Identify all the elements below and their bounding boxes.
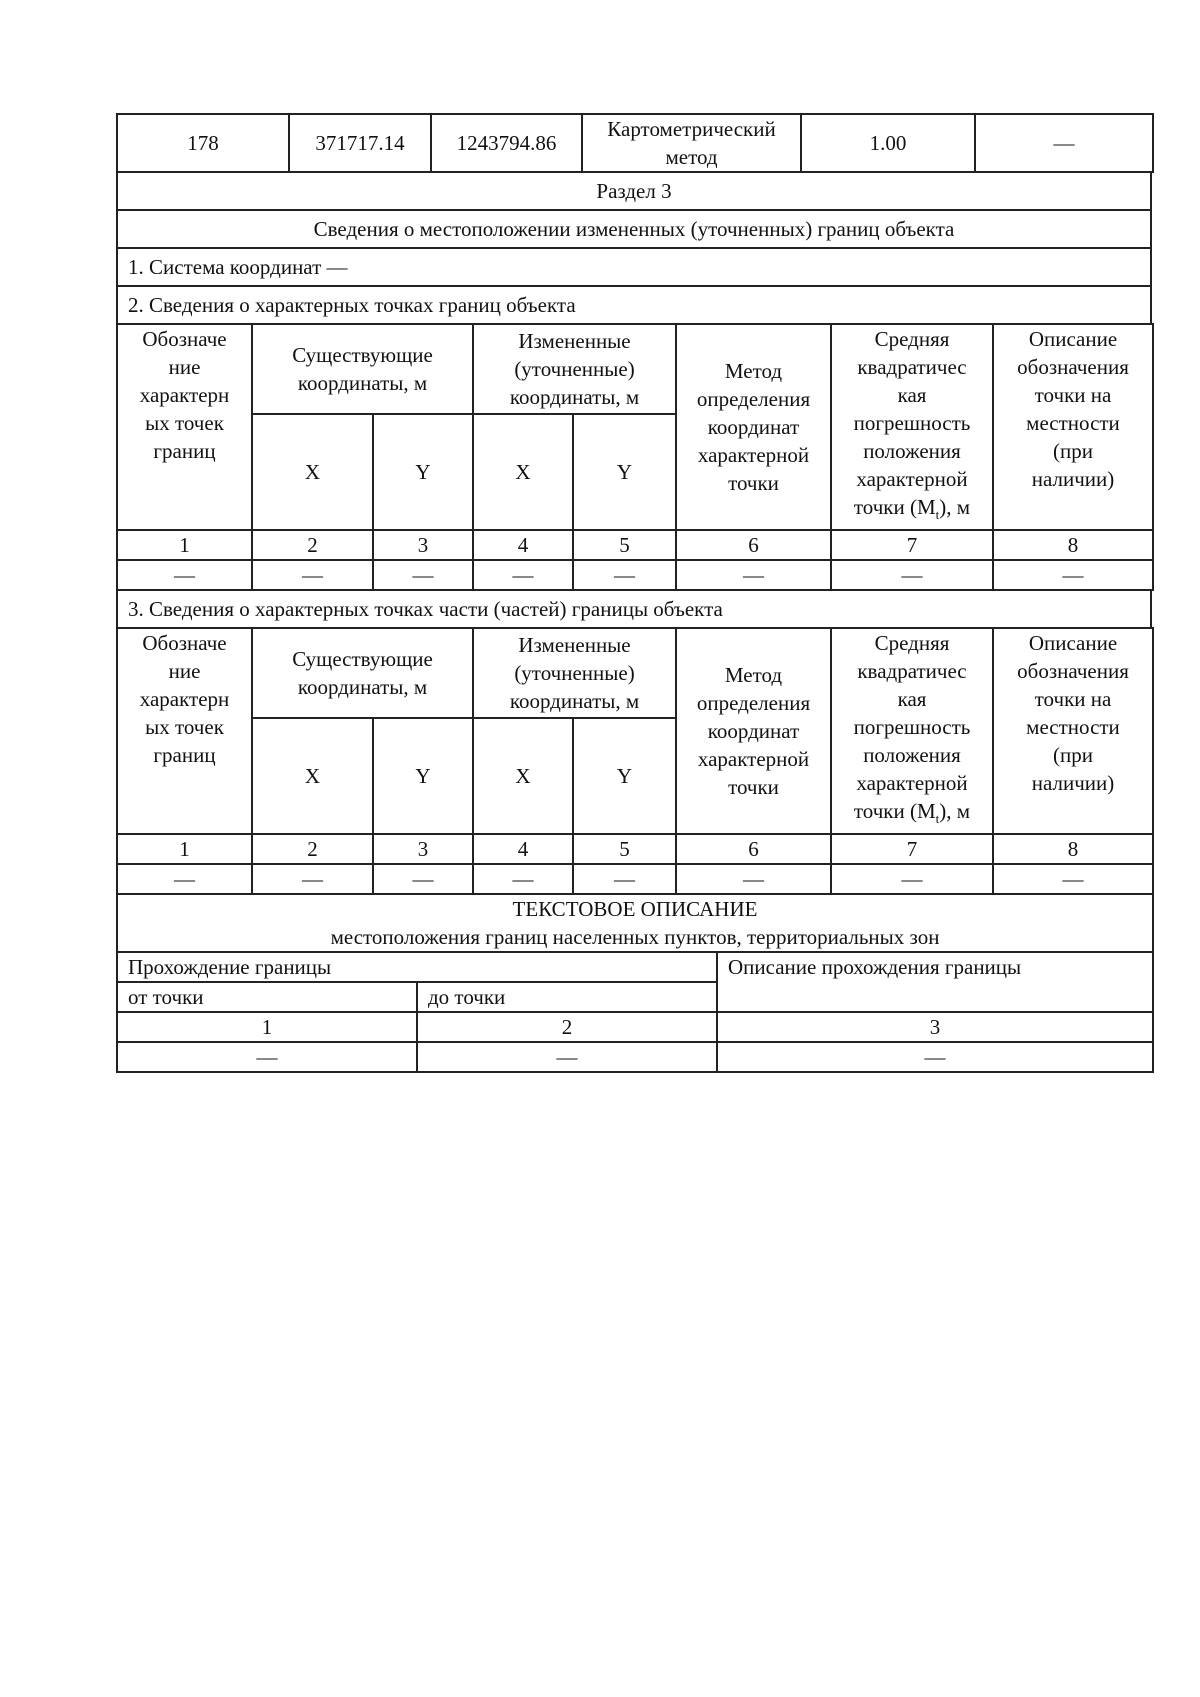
empty-cell: — <box>373 560 473 590</box>
to-point-header: до точки <box>417 982 717 1012</box>
empty-cell: — <box>252 864 373 894</box>
existing-coords-header: Существующие координаты, м <box>252 324 473 414</box>
section3-header-table <box>116 171 1152 325</box>
boundary-description-header: Описание прохождения границы <box>717 952 1153 1012</box>
table-header-row <box>117 324 1153 414</box>
column-number: 8 <box>993 530 1153 560</box>
empty-cell: — <box>117 560 252 590</box>
section-subtitle: Сведения о местоположении измененных (уточненных) границ объекта <box>117 210 1151 248</box>
part2-points-table <box>116 323 1154 591</box>
text-description-title: ТЕКСТОВОЕ ОПИСАНИЕ <box>512 897 758 922</box>
y-header: Y <box>373 718 473 835</box>
empty-cell: — <box>252 560 373 590</box>
column-numbers-row <box>117 834 1153 864</box>
column-number: 5 <box>573 530 676 560</box>
y-header: Y <box>573 718 676 835</box>
empty-cell: — <box>417 1042 717 1072</box>
changed-coords-header: Измененные (уточненные) координаты, м <box>473 324 676 414</box>
description-cell: — <box>975 114 1153 172</box>
column-number: 6 <box>676 834 831 864</box>
empty-cell: — <box>573 560 676 590</box>
part3-title-table <box>116 589 1152 629</box>
description-header: Описание обозначения точки на местности (при наличии) <box>993 628 1153 834</box>
empty-cell: — <box>117 864 252 894</box>
existing-coords-header: Существующие координаты, м <box>252 628 473 718</box>
empty-cell: — <box>573 864 676 894</box>
column-number: 2 <box>252 834 373 864</box>
y-coordinate-cell: 1243794.86 <box>431 114 582 172</box>
table-row <box>117 114 1153 172</box>
text-description-heading <box>117 894 1153 952</box>
text-description-table <box>116 893 1154 1073</box>
column-number: 1 <box>117 834 252 864</box>
top-row-table <box>116 113 1154 173</box>
empty-cell: — <box>473 560 573 590</box>
column-number: 4 <box>473 834 573 864</box>
section-title: Раздел 3 <box>117 172 1151 210</box>
column-numbers-row <box>117 1012 1153 1042</box>
y-header: Y <box>373 414 473 531</box>
column-number: 5 <box>573 834 676 864</box>
table-header-row <box>117 628 1153 718</box>
column-numbers-row <box>117 530 1153 560</box>
empty-cell: — <box>676 864 831 894</box>
from-point-header: от точки <box>117 982 417 1012</box>
x-header: X <box>473 414 573 531</box>
column-number: 2 <box>252 530 373 560</box>
accuracy-header: Средняя квадратичес кая погрешность положения характерной точки $(M_t)$, м <box>831 324 993 530</box>
empty-cell: — <box>831 864 993 894</box>
boundary-passage-header: Прохождение границы <box>117 952 717 982</box>
method-cell: Картометрический метод <box>582 114 801 172</box>
x-header: X <box>252 414 373 531</box>
point-number-cell: 178 <box>117 114 289 172</box>
empty-cell: — <box>373 864 473 894</box>
column-number: 6 <box>676 530 831 560</box>
accuracy-header: Средняя квадратичес кая погрешность положения характерной точки $(M_t)$, м <box>831 628 993 834</box>
part2-title: 2. Сведения о характерных точках границ объекта <box>117 286 1151 324</box>
empty-cell: — <box>993 864 1153 894</box>
changed-coords-header: Измененные (уточненные) координаты, м <box>473 628 676 718</box>
y-header: Y <box>573 414 676 531</box>
part3-points-table <box>116 627 1154 895</box>
method-header: Метод определения координат характерной точки <box>676 628 831 834</box>
column-number: 8 <box>993 834 1153 864</box>
empty-cell: — <box>473 864 573 894</box>
table-row <box>117 1042 1153 1072</box>
column-number: 3 <box>717 1012 1153 1042</box>
column-number: 1 <box>117 530 252 560</box>
column-number: 2 <box>417 1012 717 1042</box>
column-number: 1 <box>117 1012 417 1042</box>
table-row <box>117 864 1153 894</box>
text-description-header-row <box>117 894 1153 952</box>
empty-cell: — <box>117 1042 417 1072</box>
x-header: X <box>252 718 373 835</box>
x-coordinate-cell: 371717.14 <box>289 114 431 172</box>
empty-cell: — <box>831 560 993 590</box>
x-header: X <box>473 718 573 835</box>
description-header: Описание обозначения точки на местности (при наличии) <box>993 324 1153 530</box>
column-number: 3 <box>373 834 473 864</box>
column-number: 3 <box>373 530 473 560</box>
table-header-row <box>117 952 1153 982</box>
empty-cell: — <box>676 560 831 590</box>
empty-cell: — <box>717 1042 1153 1072</box>
text-description-subtitle: местоположения границ населенных пунктов, территориальных зон <box>330 925 940 950</box>
point-label-header: Обозначе ние характерн ых точек границ <box>117 324 252 530</box>
column-number: 4 <box>473 530 573 560</box>
document-page <box>116 113 1152 1073</box>
empty-cell: — <box>993 560 1153 590</box>
point-label-header: Обозначе ние характерн ых точек границ <box>117 628 252 834</box>
method-header: Метод определения координат характерной точки <box>676 324 831 530</box>
column-number: 7 <box>831 834 993 864</box>
coordinate-system-label: 1. Система координат — <box>117 248 1151 286</box>
table-row <box>117 560 1153 590</box>
part3-title: 3. Сведения о характерных точках части (частей) границы объекта <box>117 590 1151 628</box>
column-number: 7 <box>831 530 993 560</box>
accuracy-cell: 1.00 <box>801 114 975 172</box>
